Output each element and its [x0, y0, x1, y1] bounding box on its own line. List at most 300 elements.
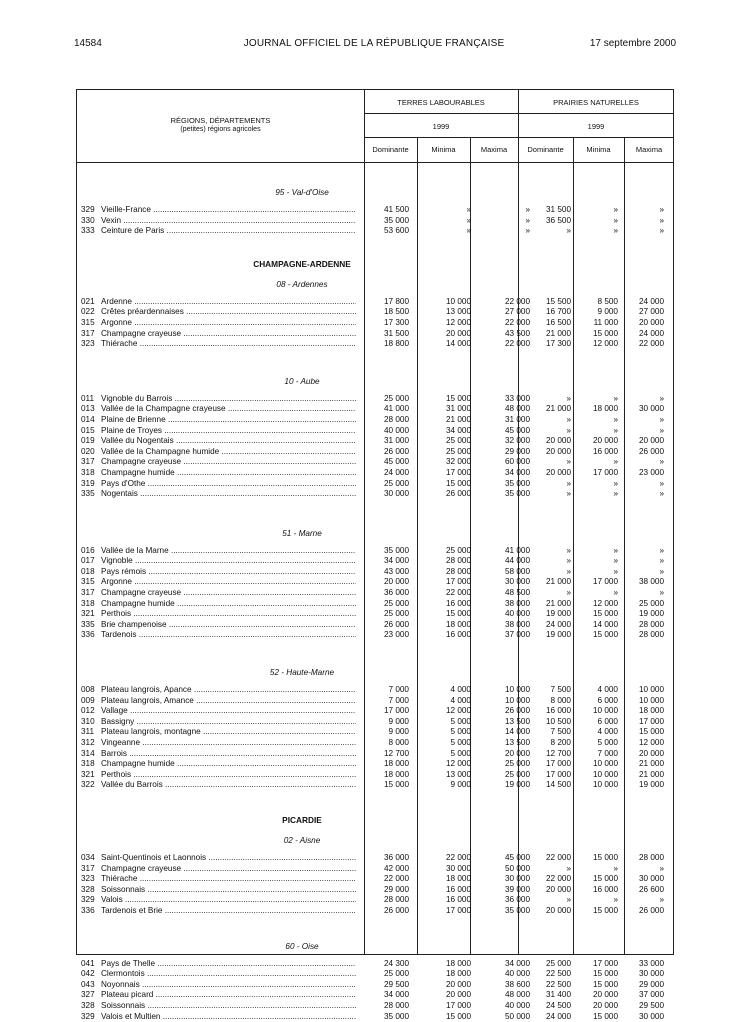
prairies-minima: 20 000 — [577, 990, 618, 1001]
journal-title: JOURNAL OFFICIEL DE LA RÉPUBLIQUE FRANÇAISE — [0, 38, 748, 49]
prairies-minima: 14 000 — [577, 620, 618, 631]
terres-dominante: 26 000 — [371, 447, 409, 458]
region-code: 315 — [81, 577, 97, 588]
terres-maxima: 41 000 — [484, 546, 530, 557]
prairies-minima: 5 000 — [577, 738, 618, 749]
group-header-terres: TERRES LABOURABLES — [364, 98, 518, 107]
prairies-maxima: » — [622, 394, 664, 405]
terres-minima: 17 000 — [431, 577, 471, 588]
terres-maxima: 34 000 — [484, 959, 530, 970]
terres-dominante: 25 000 — [371, 394, 409, 405]
prairies-minima: 11 000 — [577, 318, 618, 329]
region-name: Pays rémois ..... — [101, 567, 356, 578]
terres-dominante: 40 000 — [371, 426, 409, 437]
prairies-maxima: 33 000 — [622, 959, 664, 970]
region-name: Saint-Quentinois et Laonnois ..... — [101, 853, 356, 864]
terres-minima: 5 000 — [431, 749, 471, 760]
terres-maxima: 10 000 — [484, 685, 530, 696]
table-row — [77, 415, 675, 426]
terres-minima: 26 000 — [431, 489, 471, 500]
region-code: 041 — [81, 959, 97, 970]
region-code: 330 — [81, 216, 97, 227]
table-row — [77, 436, 675, 447]
column-header-regions: RÉGIONS, DÉPARTEMENTS — [77, 116, 364, 125]
region-name: Champagne crayeuse ..... — [101, 588, 356, 599]
terres-maxima: 14 000 — [484, 727, 530, 738]
terres-dominante: 41 500 — [371, 205, 409, 216]
region-code: 318 — [81, 599, 97, 610]
prairies-maxima: » — [622, 864, 664, 875]
table-row — [77, 969, 675, 980]
terres-maxima: 40 000 — [484, 969, 530, 980]
region-code: 043 — [81, 980, 97, 991]
prairies-minima: 15 000 — [577, 969, 618, 980]
region-code: 322 — [81, 780, 97, 791]
terres-maxima: 40 000 — [484, 609, 530, 620]
region-name: Champagne crayeuse ..... — [101, 864, 356, 875]
region-name: Vexin ..... — [101, 216, 356, 227]
terres-maxima: 35 000 — [484, 479, 530, 490]
price-table — [76, 89, 674, 955]
prairies-dominante: 8 000 — [525, 696, 571, 707]
terres-maxima: 38 600 — [484, 980, 530, 991]
prairies-dominante: » — [525, 426, 571, 437]
region-code: 022 — [81, 307, 97, 318]
table-row — [77, 297, 675, 308]
terres-dominante: 41 000 — [371, 404, 409, 415]
prairies-dominante: 20 000 — [525, 906, 571, 917]
prairies-maxima: » — [622, 457, 664, 468]
prairies-dominante: 21 000 — [525, 599, 571, 610]
region-code: 312 — [81, 738, 97, 749]
prairies-dominante: 24 000 — [525, 1012, 571, 1022]
region-code: 017 — [81, 556, 97, 567]
prairies-maxima: 23 000 — [622, 468, 664, 479]
prairies-minima: 6 000 — [577, 717, 618, 728]
region-name: Barrois ..... — [101, 749, 356, 760]
prairies-dominante: 16 700 — [525, 307, 571, 318]
table-row — [77, 696, 675, 707]
prairies-maxima: 26 600 — [622, 885, 664, 896]
prairies-minima: 16 000 — [577, 447, 618, 458]
terres-maxima: 27 000 — [484, 307, 530, 318]
region-name: Perthois ..... — [101, 609, 356, 620]
terres-maxima: 45 000 — [484, 853, 530, 864]
terres-dominante: 29 000 — [371, 885, 409, 896]
region-name: Crêtes préardennaises ..... — [101, 307, 356, 318]
terres-maxima: 22 000 — [484, 339, 530, 350]
region-code: 013 — [81, 404, 97, 415]
prairies-maxima: » — [622, 216, 664, 227]
prairies-minima: » — [577, 457, 618, 468]
prairies-dominante: 19 000 — [525, 630, 571, 641]
prairies-dominante: » — [525, 546, 571, 557]
terres-maxima: 13 500 — [484, 738, 530, 749]
terres-minima: 4 000 — [431, 685, 471, 696]
terres-minima: 15 000 — [431, 479, 471, 490]
terres-maxima: 35 000 — [484, 906, 530, 917]
terres-minima: 5 000 — [431, 727, 471, 738]
terres-minima: 15 000 — [431, 394, 471, 405]
prairies-dominante: 16 500 — [525, 318, 571, 329]
region-code: 323 — [81, 874, 97, 885]
terres-dominante: 18 800 — [371, 339, 409, 350]
terres-minima: » — [431, 205, 471, 216]
table-row — [77, 426, 675, 437]
terres-minima: 9 000 — [431, 780, 471, 791]
terres-dominante: 31 500 — [371, 329, 409, 340]
table-row — [77, 853, 675, 864]
prairies-maxima: » — [622, 588, 664, 599]
prairies-maxima: 19 000 — [622, 780, 664, 791]
prairies-minima: » — [577, 864, 618, 875]
terres-dominante: 28 000 — [371, 1001, 409, 1012]
region-code: 042 — [81, 969, 97, 980]
prairies-dominante: 36 500 — [525, 216, 571, 227]
prairies-dominante: 20 000 — [525, 447, 571, 458]
prairies-maxima: 21 000 — [622, 759, 664, 770]
publication-date: 17 septembre 2000 — [590, 38, 676, 49]
prairies-minima: 12 000 — [577, 599, 618, 610]
table-row — [77, 906, 675, 917]
col-minima-1: Minima — [417, 145, 470, 154]
prairies-maxima: 24 000 — [622, 329, 664, 340]
prairies-dominante: 20 000 — [525, 436, 571, 447]
prairies-dominante: » — [525, 394, 571, 405]
terres-minima: 12 000 — [431, 318, 471, 329]
terres-dominante: 36 000 — [371, 853, 409, 864]
region-code: 011 — [81, 394, 97, 405]
prairies-minima: 8 500 — [577, 297, 618, 308]
col-maxima-1: Maxima — [470, 145, 518, 154]
terres-minima: 18 000 — [431, 620, 471, 631]
terres-dominante: 17 000 — [371, 706, 409, 717]
prairies-minima: 12 000 — [577, 339, 618, 350]
region-name: Vallée du Nogentais ..... — [101, 436, 356, 447]
department-heading: 51 - Marne — [152, 524, 452, 546]
region-code: 310 — [81, 717, 97, 728]
region-name: Vallée du Barrois ..... — [101, 780, 356, 791]
region-code: 329 — [81, 205, 97, 216]
region-code: 333 — [81, 226, 97, 237]
prairies-minima: » — [577, 205, 618, 216]
table-row — [77, 717, 675, 728]
terres-dominante: 25 000 — [371, 969, 409, 980]
prairies-maxima: 26 000 — [622, 447, 664, 458]
terres-maxima: 48 500 — [484, 588, 530, 599]
terres-dominante: 31 000 — [371, 436, 409, 447]
terres-maxima: 39 000 — [484, 885, 530, 896]
region-name: Vallée de la Marne ..... — [101, 546, 356, 557]
prairies-maxima: » — [622, 895, 664, 906]
terres-maxima: 10 000 — [484, 696, 530, 707]
col-minima-2: Minima — [573, 145, 624, 154]
terres-dominante: 34 000 — [371, 556, 409, 567]
terres-minima: » — [431, 216, 471, 227]
prairies-minima: » — [577, 216, 618, 227]
prairies-minima: 4 000 — [577, 727, 618, 738]
terres-minima: 32 000 — [431, 457, 471, 468]
terres-minima: 5 000 — [431, 717, 471, 728]
region-code: 319 — [81, 479, 97, 490]
region-name: Vignoble ..... — [101, 556, 356, 567]
terres-minima: 18 000 — [431, 959, 471, 970]
prairies-maxima: 15 000 — [622, 727, 664, 738]
terres-minima: 15 000 — [431, 1012, 471, 1022]
terres-dominante: 43 000 — [371, 567, 409, 578]
table-row — [77, 959, 675, 970]
prairies-maxima: 30 000 — [622, 1012, 664, 1022]
table-row — [77, 329, 675, 340]
table-row — [77, 339, 675, 350]
region-name: Valois et Multien ..... — [101, 1012, 356, 1022]
prairies-dominante: 21 000 — [525, 577, 571, 588]
region-name: Plateau langrois, montagne ..... — [101, 727, 356, 738]
table-body — [77, 173, 675, 1022]
terres-minima: 22 000 — [431, 588, 471, 599]
terres-maxima: 32 000 — [484, 436, 530, 447]
prairies-maxima: 20 000 — [622, 749, 664, 760]
prairies-minima: 10 000 — [577, 780, 618, 791]
region-name: Vallée de la Champagne crayeuse ..... — [101, 404, 356, 415]
terres-minima: 22 000 — [431, 853, 471, 864]
department-heading: 02 - Aisne — [152, 831, 452, 853]
table-row — [77, 874, 675, 885]
prairies-minima: 9 000 — [577, 307, 618, 318]
terres-maxima: 38 000 — [484, 599, 530, 610]
region-code: 015 — [81, 426, 97, 437]
region-name: Champagne humide ..... — [101, 599, 356, 610]
page-header — [0, 38, 748, 50]
prairies-maxima: 19 000 — [622, 609, 664, 620]
terres-minima: 20 000 — [431, 329, 471, 340]
terres-dominante: 36 000 — [371, 588, 409, 599]
region-name: Plateau picard ..... — [101, 990, 356, 1001]
terres-dominante: 35 000 — [371, 546, 409, 557]
terres-minima: 30 000 — [431, 864, 471, 875]
prairies-dominante: » — [525, 588, 571, 599]
table-row — [77, 556, 675, 567]
terres-maxima: 45 000 — [484, 426, 530, 437]
terres-maxima: 22 000 — [484, 297, 530, 308]
terres-maxima: 20 000 — [484, 749, 530, 760]
region-code: 328 — [81, 885, 97, 896]
prairies-maxima: 30 000 — [622, 874, 664, 885]
region-code: 321 — [81, 770, 97, 781]
region-code: 328 — [81, 1001, 97, 1012]
terres-dominante: 25 000 — [371, 599, 409, 610]
prairies-maxima: 24 000 — [622, 297, 664, 308]
prairies-dominante: 17 000 — [525, 770, 571, 781]
region-name: Ardenne ..... — [101, 297, 356, 308]
table-row — [77, 685, 675, 696]
terres-maxima: 60 000 — [484, 457, 530, 468]
prairies-dominante: 19 000 — [525, 609, 571, 620]
region-code: 034 — [81, 853, 97, 864]
prairies-dominante: » — [525, 895, 571, 906]
prairies-minima: 20 000 — [577, 1001, 618, 1012]
terres-minima: 17 000 — [431, 1001, 471, 1012]
prairies-maxima: 28 000 — [622, 620, 664, 631]
terres-maxima: 40 000 — [484, 1001, 530, 1012]
terres-dominante: 28 000 — [371, 895, 409, 906]
region-code: 336 — [81, 630, 97, 641]
terres-minima: 25 000 — [431, 436, 471, 447]
terres-maxima: 58 000 — [484, 567, 530, 578]
region-code: 314 — [81, 749, 97, 760]
terres-maxima: 30 000 — [484, 577, 530, 588]
table-row — [77, 620, 675, 631]
region-name: Champagne humide ..... — [101, 468, 356, 479]
table-row — [77, 404, 675, 415]
table-row — [77, 479, 675, 490]
region-name: Thiérache ..... — [101, 339, 356, 350]
region-name: Soissonnais ..... — [101, 885, 356, 896]
prairies-dominante: » — [525, 457, 571, 468]
terres-minima: 20 000 — [431, 990, 471, 1001]
terres-dominante: 35 000 — [371, 1012, 409, 1022]
terres-maxima: » — [484, 205, 530, 216]
year-header-prairies: 1999 — [518, 122, 674, 131]
region-name: Plateau langrois, Apance ..... — [101, 685, 356, 696]
terres-maxima: 43 500 — [484, 329, 530, 340]
prairies-minima: » — [577, 588, 618, 599]
terres-minima: » — [431, 226, 471, 237]
table-row — [77, 468, 675, 479]
region-code: 318 — [81, 468, 97, 479]
region-name: Tardenois et Brie ..... — [101, 906, 356, 917]
prairies-maxima: » — [622, 489, 664, 500]
terres-maxima: 50 000 — [484, 1012, 530, 1022]
table-row — [77, 599, 675, 610]
terres-maxima: 44 000 — [484, 556, 530, 567]
prairies-minima: » — [577, 895, 618, 906]
department-heading: 60 - Oise — [152, 937, 452, 959]
terres-dominante: 12 700 — [371, 749, 409, 760]
prairies-maxima: 29 500 — [622, 1001, 664, 1012]
terres-minima: 13 000 — [431, 770, 471, 781]
terres-dominante: 35 000 — [371, 216, 409, 227]
terres-dominante: 17 300 — [371, 318, 409, 329]
prairies-maxima: » — [622, 426, 664, 437]
region-code: 019 — [81, 436, 97, 447]
table-row — [77, 609, 675, 620]
terres-dominante: 26 000 — [371, 620, 409, 631]
prairies-minima: » — [577, 556, 618, 567]
table-row — [77, 980, 675, 991]
terres-dominante: 7 000 — [371, 696, 409, 707]
prairies-dominante: 8 200 — [525, 738, 571, 749]
table-row — [77, 318, 675, 329]
region-code: 318 — [81, 759, 97, 770]
terres-dominante: 25 000 — [371, 609, 409, 620]
department-heading: 52 - Haute-Marne — [152, 663, 452, 685]
terres-minima: 17 000 — [431, 468, 471, 479]
region-code: 021 — [81, 297, 97, 308]
prairies-dominante: 20 000 — [525, 885, 571, 896]
region-code: 020 — [81, 447, 97, 458]
col-maxima-2: Maxima — [624, 145, 674, 154]
prairies-minima: 15 000 — [577, 906, 618, 917]
region-code: 329 — [81, 895, 97, 906]
terres-maxima: 48 000 — [484, 404, 530, 415]
table-row — [77, 307, 675, 318]
terres-maxima: 38 000 — [484, 620, 530, 631]
prairies-minima: » — [577, 546, 618, 557]
prairies-minima: » — [577, 226, 618, 237]
terres-minima: 18 000 — [431, 874, 471, 885]
prairies-maxima: » — [622, 546, 664, 557]
terres-maxima: 35 000 — [484, 489, 530, 500]
region-name: Thiérache ..... — [101, 874, 356, 885]
prairies-minima: 15 000 — [577, 853, 618, 864]
prairies-minima: 16 000 — [577, 885, 618, 896]
table-row — [77, 990, 675, 1001]
prairies-dominante: 17 000 — [525, 759, 571, 770]
department-heading: 08 - Ardennes — [152, 275, 452, 297]
region-code: 016 — [81, 546, 97, 557]
table-row — [77, 447, 675, 458]
prairies-maxima: 37 000 — [622, 990, 664, 1001]
terres-dominante: 18 000 — [371, 759, 409, 770]
region-code: 327 — [81, 990, 97, 1001]
terres-minima: 25 000 — [431, 447, 471, 458]
region-code: 014 — [81, 415, 97, 426]
region-code: 321 — [81, 609, 97, 620]
prairies-dominante: 21 000 — [525, 329, 571, 340]
terres-dominante: 20 000 — [371, 577, 409, 588]
prairies-maxima: 20 000 — [622, 436, 664, 447]
terres-minima: 21 000 — [431, 415, 471, 426]
region-name: Champagne crayeuse ..... — [101, 329, 356, 340]
terres-minima: 25 000 — [431, 546, 471, 557]
terres-dominante: 26 000 — [371, 906, 409, 917]
prairies-dominante: 15 500 — [525, 297, 571, 308]
prairies-dominante: 16 000 — [525, 706, 571, 717]
terres-minima: 17 000 — [431, 906, 471, 917]
prairies-dominante: 24 000 — [525, 620, 571, 631]
region-name: Vallage ..... — [101, 706, 356, 717]
prairies-minima: 15 000 — [577, 630, 618, 641]
region-name: Argonne ..... — [101, 318, 356, 329]
terres-maxima: » — [484, 216, 530, 227]
prairies-minima: 10 000 — [577, 759, 618, 770]
region-name: Plaine de Brienne ..... — [101, 415, 356, 426]
prairies-minima: 17 000 — [577, 468, 618, 479]
terres-dominante: 9 000 — [371, 717, 409, 728]
terres-maxima: 31 000 — [484, 415, 530, 426]
table-row — [77, 749, 675, 760]
terres-maxima: 34 000 — [484, 468, 530, 479]
prairies-maxima: » — [622, 415, 664, 426]
table-row — [77, 457, 675, 468]
terres-maxima: 26 000 — [484, 706, 530, 717]
region-name: Plateau langrois, Amance ..... — [101, 696, 356, 707]
prairies-dominante: » — [525, 226, 571, 237]
prairies-dominante: 14 500 — [525, 780, 571, 791]
table-row — [77, 885, 675, 896]
table-row — [77, 546, 675, 557]
col-dominante-1: Dominante — [364, 145, 417, 154]
department-heading: 10 - Aube — [152, 372, 452, 394]
prairies-dominante: 22 500 — [525, 980, 571, 991]
region-code: 323 — [81, 339, 97, 350]
department-heading: 95 - Val-d'Oise — [152, 183, 452, 205]
terres-dominante: 42 000 — [371, 864, 409, 875]
prairies-dominante: 20 000 — [525, 468, 571, 479]
prairies-dominante: 17 300 — [525, 339, 571, 350]
prairies-dominante: 10 500 — [525, 717, 571, 728]
